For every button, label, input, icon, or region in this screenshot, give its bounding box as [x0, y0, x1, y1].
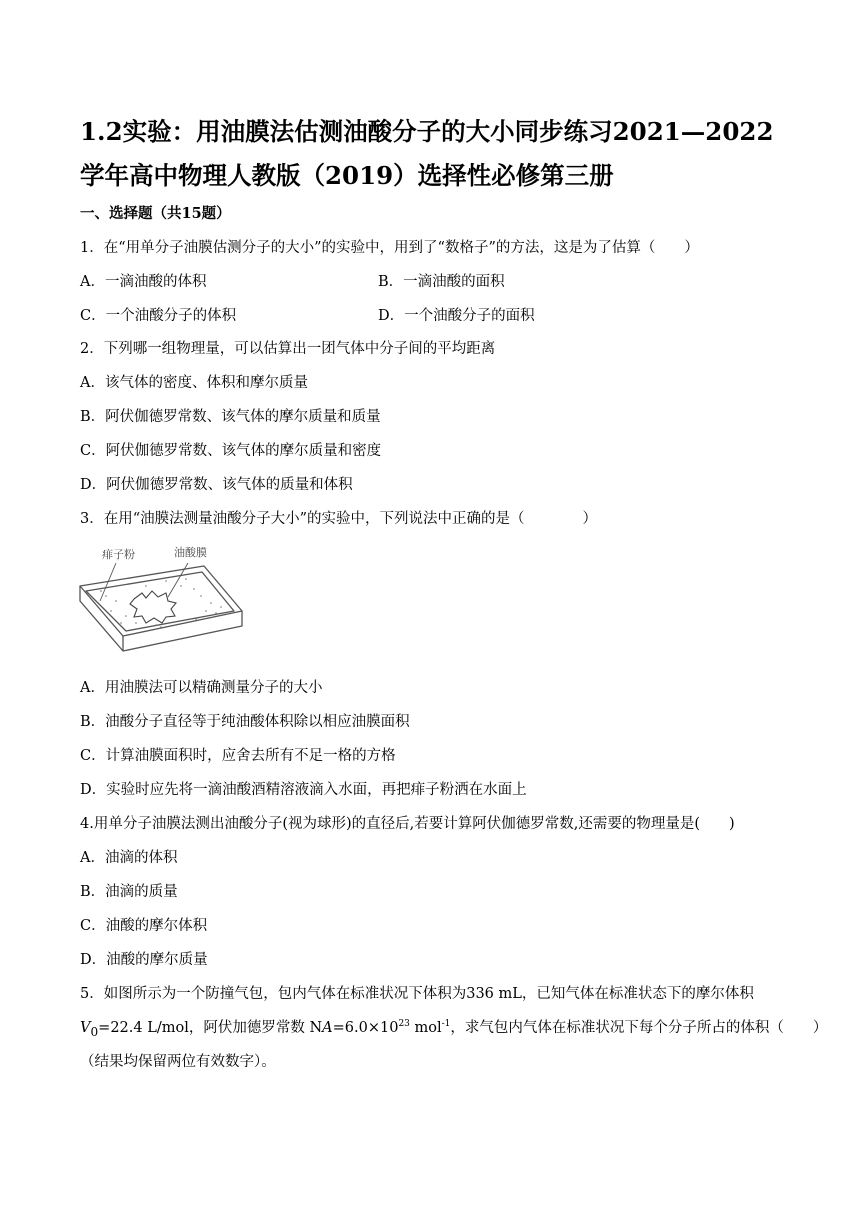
text-avogadro: =6.0×10	[332, 1020, 399, 1036]
question-3-option-a: A．用油膜法可以精确测量分子的大小	[80, 680, 323, 696]
symbol-a: A	[322, 1020, 333, 1036]
figure-label-oil-film: 油酸膜	[174, 546, 207, 559]
question-2-option-d: D．阿伏伽德罗常数、该气体的质量和体积	[80, 477, 353, 493]
question-4-option-c: C．油酸的摩尔体积	[80, 918, 208, 934]
section-heading: 一、选择题（共15题）	[80, 205, 231, 222]
subscript-0: 0	[90, 1024, 99, 1039]
question-4-stem: 4.用单分子油膜法测出油酸分子(视为球形)的直径后,若要计算阿伏伽德罗常数,还需要的物理量是( )	[80, 816, 735, 832]
question-1-option-d: D．一个油酸分子的面积	[378, 308, 535, 324]
question-3-option-c: C．计算油膜面积时，应舍去所有不足一格的方格	[80, 748, 396, 764]
text-mol: mol	[409, 1020, 442, 1036]
question-5-stem-line3: （结果均保留两位有效数字）。	[80, 1054, 276, 1070]
text-question: ，求气包内气体在标准状况下每个分子所占的体积（ ）	[450, 1020, 828, 1036]
question-2-option-a: A．该气体的密度、体积和摩尔质量	[80, 375, 308, 391]
document-title: 1.2实验：用油膜法估测油酸分子的大小同步练习2021—2022学年高中物理人教版（2019）选择性必修第三册	[80, 117, 774, 190]
exponent-23: 23	[398, 1019, 410, 1030]
question-2-option-c: C．阿伏伽德罗常数、该气体的摩尔质量和密度	[80, 443, 382, 459]
figure-label-powder: 痱子粉	[102, 548, 135, 561]
question-4-option-d: D．油酸的摩尔质量	[80, 952, 208, 968]
oil-film-tray-figure	[76, 541, 246, 661]
question-2-option-b: B．阿伏伽德罗常数、该气体的摩尔质量和质量	[80, 409, 381, 425]
question-3-stem: 3．在用“油膜法测量油酸分子大小”的实验中，下列说法中正确的是（ ）	[80, 511, 598, 527]
text-molar-volume: =22.4 L/mol，阿伏加德罗常数 N	[98, 1020, 323, 1036]
question-1-option-b: B．一滴油酸的面积	[378, 274, 505, 290]
symbol-v: V	[80, 1020, 91, 1036]
exponent-minus-1: -1	[441, 1019, 451, 1030]
question-4-option-a: A．油滴的体积	[80, 850, 178, 866]
question-1-option-a: A．一滴油酸的体积	[80, 274, 207, 290]
question-5-stem-line2	[80, 1016, 827, 1039]
question-3-option-d: D．实验时应先将一滴油酸酒精溶液滴入水面，再把痱子粉洒在水面上	[80, 782, 527, 798]
question-1-stem: 1．在“用单分子油膜估测分子的大小”的实验中，用到了“数格子”的方法，这是为了估算（ ）	[80, 240, 699, 256]
question-3-option-b: B．油酸分子直径等于纯油酸体积除以相应油膜面积	[80, 714, 410, 730]
question-5-stem-line1: 5．如图所示为一个防撞气包，包内气体在标准状况下体积为336 mL，已知气体在标准状态下的摩尔体积	[80, 986, 754, 1002]
question-4-option-b: B．油滴的质量	[80, 884, 178, 900]
question-1-option-c: C．一个油酸分子的体积	[80, 308, 237, 324]
question-2-stem: 2．下列哪一组物理量，可以估算出一团气体中分子间的平均距离	[80, 341, 496, 357]
